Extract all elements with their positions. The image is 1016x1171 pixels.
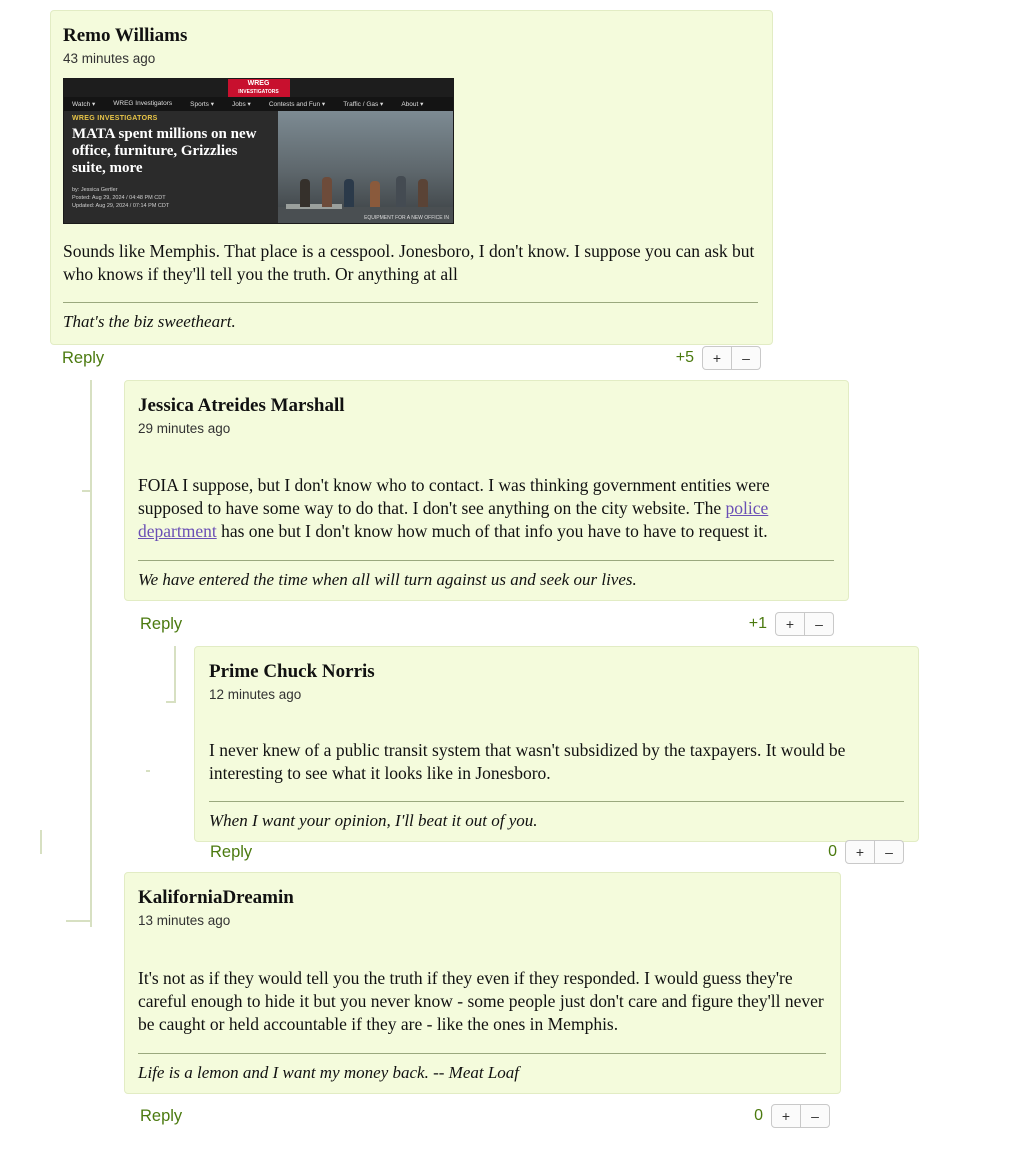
comment-timestamp: 12 minutes ago	[209, 686, 302, 702]
thread-connector-line	[40, 830, 42, 854]
comment-root	[50, 10, 773, 345]
nav-item: Contests and Fun ▾	[268, 100, 326, 108]
comment-actions-reply-3	[140, 1104, 830, 1128]
vote-buttons	[845, 840, 904, 864]
article-text-block	[72, 115, 272, 211]
vote-buttons	[771, 1104, 830, 1128]
article-thumbnail-card[interactable]	[63, 78, 454, 224]
reply-button[interactable]: Reply	[62, 348, 105, 367]
article-meta	[72, 186, 272, 211]
upvote-button[interactable]: +	[785, 616, 795, 632]
vote-group	[754, 1104, 830, 1128]
downvote-button[interactable]: –	[731, 347, 760, 369]
comment-body	[138, 474, 835, 544]
thread-connector-tick	[66, 920, 92, 922]
comment-author: Prime Chuck Norris	[209, 661, 375, 682]
signature-divider	[138, 560, 834, 561]
thread-connector-line	[174, 646, 176, 702]
logo-line-1: WREG	[247, 79, 270, 87]
upvote-button[interactable]: +	[855, 844, 865, 860]
downvote-button[interactable]: –	[800, 1105, 829, 1127]
signature-divider	[209, 801, 904, 802]
wreg-logo-icon	[228, 79, 290, 97]
article-kicker: WREG INVESTIGATORS	[72, 114, 158, 122]
comment-timestamp: 43 minutes ago	[63, 50, 156, 66]
article-updated: Updated: Aug 29, 2024 / 07:14 PM CDT	[72, 203, 170, 210]
comment-actions-root	[62, 346, 761, 370]
nav-item: About ▾	[401, 100, 424, 108]
photo-person	[344, 179, 354, 207]
comment-body: I never knew of a public transit system that wasn't subsidized by the taxpayers. It would be interesting to see what it looks like in Jonesboro.	[209, 739, 846, 784]
signature-divider	[63, 302, 758, 303]
downvote-button[interactable]: –	[804, 613, 833, 635]
comment-timestamp: 13 minutes ago	[138, 912, 231, 928]
vote-group	[676, 346, 761, 370]
thread-connector-tick	[166, 701, 176, 703]
comment-timestamp: 29 minutes ago	[138, 420, 231, 436]
article-headline: MATA spent millions on new office, furniture, Grizzlies suite, more	[72, 125, 257, 177]
photo-person	[396, 176, 406, 207]
nav-item: Traffic / Gas ▾	[343, 100, 384, 108]
vote-buttons	[702, 346, 761, 370]
vote-group	[828, 840, 904, 864]
nav-item: WREG Investigators	[113, 100, 173, 108]
comment-signature: That's the biz sweetheart.	[63, 312, 236, 332]
score-value: 0	[828, 843, 837, 860]
score-value: 0	[754, 1107, 763, 1124]
nav-item: Jobs ▾	[232, 100, 251, 108]
comment-body: It's not as if they would tell you the truth if they even if they responded. I would guess they're careful enough to hide it but you never know - some people just don't care and figure they'll never be caught or held accountable if they are - like the ones in Memphis.	[138, 967, 824, 1035]
comment-body-part2: has one but I don't know how much of that info you have to have to request it.	[216, 521, 768, 542]
nav-item: Watch ▾	[72, 100, 96, 108]
photo-person	[370, 181, 380, 207]
article-photo	[278, 111, 453, 223]
comment-actions-reply-2	[210, 840, 904, 864]
photo-person	[300, 179, 310, 207]
comment-signature: We have entered the time when all will turn against us and seek our lives.	[138, 569, 637, 589]
nav-item: Sports ▾	[190, 100, 214, 108]
reply-button[interactable]: Reply	[140, 1106, 183, 1125]
signature-divider	[138, 1053, 826, 1054]
comment-reply-2	[194, 646, 919, 842]
photo-bench	[286, 204, 342, 209]
photo-person	[418, 179, 428, 207]
article-posted: Posted: Aug 29, 2024 / 04:48 PM CDT	[72, 194, 166, 201]
score-value: +1	[748, 615, 767, 632]
comment-author: Jessica Atreides Marshall	[138, 395, 345, 416]
comment-reply-3	[124, 872, 841, 1094]
reply-button[interactable]: Reply	[210, 842, 253, 861]
comment-actions-reply-1	[140, 612, 834, 636]
article-nav	[64, 97, 453, 111]
comment-signature: Life is a lemon and I want my money back. -- Meat Loaf	[138, 1062, 520, 1082]
photo-person	[322, 177, 332, 207]
vote-buttons	[775, 612, 834, 636]
comment-author: Remo Williams	[63, 25, 188, 46]
score-value: +5	[675, 349, 694, 366]
comment-author: KaliforniaDreamin	[138, 887, 294, 908]
article-byline: by: Jessica Gertler	[72, 186, 118, 193]
downvote-button[interactable]: –	[874, 841, 903, 863]
vote-group	[749, 612, 834, 636]
reply-button[interactable]: Reply	[140, 614, 183, 633]
comment-reply-1	[124, 380, 849, 601]
thread-connector-line	[90, 380, 92, 927]
logo-line-2: INVESTIGATORS	[238, 88, 279, 95]
thread-connector-tick	[146, 770, 150, 772]
upvote-button[interactable]: +	[712, 350, 722, 366]
upvote-button[interactable]: +	[781, 1108, 791, 1124]
thread-connector-tick	[82, 490, 92, 492]
comment-signature: When I want your opinion, I'll beat it out of you.	[209, 811, 538, 831]
police-department-link[interactable]: police department	[138, 498, 769, 542]
comment-body-part1: FOIA I suppose, but I don't know who to contact. I was thinking government entities were supposed to have some way to do that. I don't see anything on the city website. The	[138, 474, 770, 519]
photo-caption: EQUIPMENT FOR A NEW OFFICE IN	[364, 214, 449, 221]
comment-body: Sounds like Memphis. That place is a cesspool. Jonesboro, I don't know. I suppose you can ask but who knows if they'll tell you the truth. Or anything at all	[63, 240, 755, 285]
